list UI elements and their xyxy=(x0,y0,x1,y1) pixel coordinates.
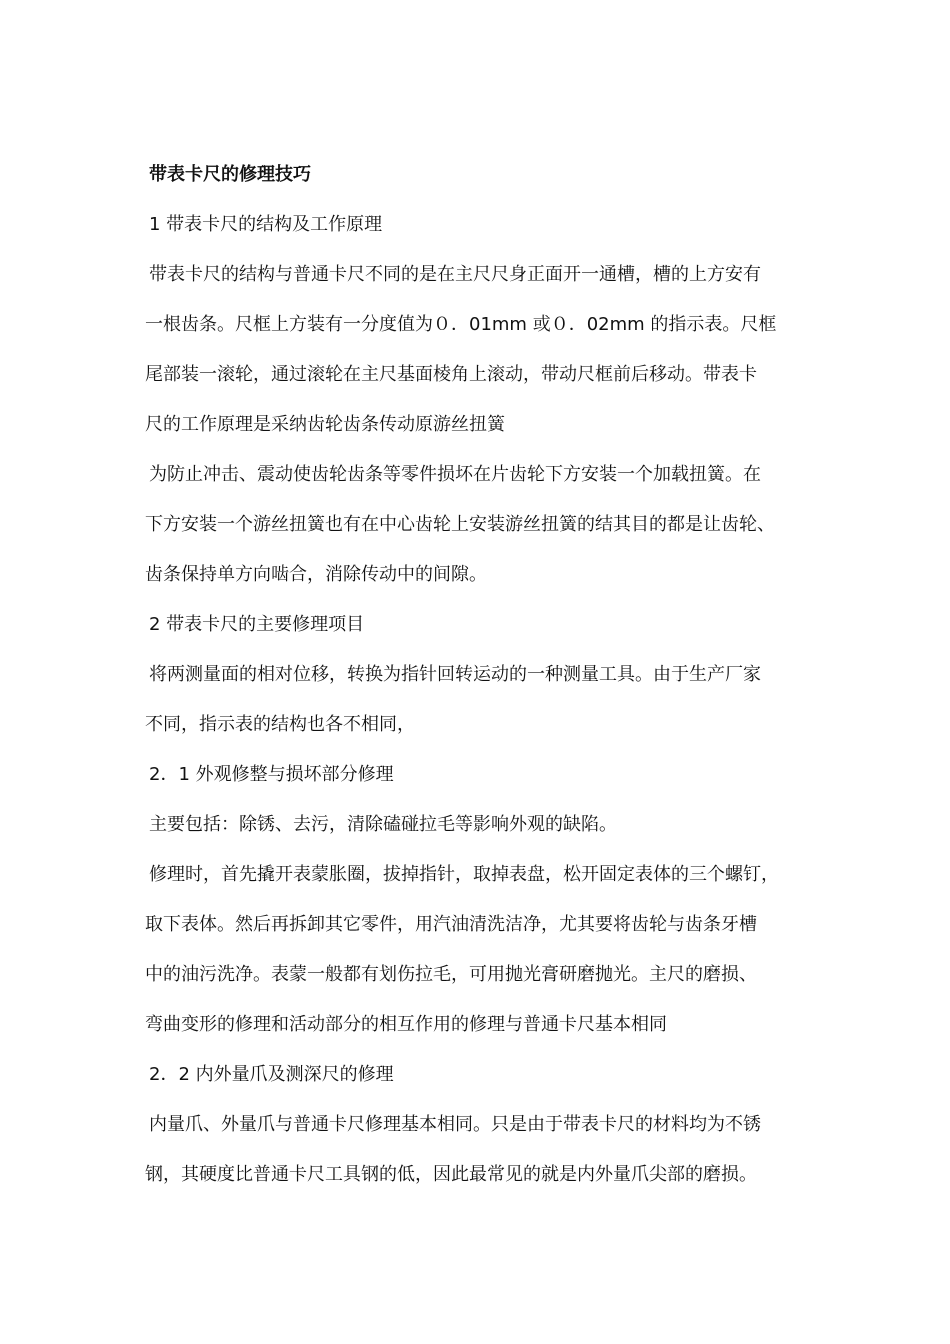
paragraph-line: 为防止冲击、震动使齿轮齿条等零件损坏在片齿轮下方安装一个加载扭簧。在 xyxy=(149,464,761,485)
paragraph-line: 修理时，首先撬开表蒙胀圈，拔掉指针，取掉表盘，松开固定表体的三个螺钉， xyxy=(149,864,779,885)
section-heading-2-1: 2．1 外观修整与损坏部分修理 xyxy=(149,764,394,785)
paragraph-line: 将两测量面的相对位移，转换为指针回转运动的一种测量工具。由于生产厂家 xyxy=(149,664,761,685)
paragraph-line: 尾部装一滚轮，通过滚轮在主尺基面棱角上滚动，带动尺框前后移动。带表卡 xyxy=(145,364,757,385)
document-title: 带表卡尺的修理技巧 xyxy=(149,164,311,185)
paragraph-line: 下方安装一个游丝扭簧也有在中心齿轮上安装游丝扭簧的结其目的都是让齿轮、 xyxy=(145,514,775,535)
section-heading-2-2: 2．2 内外量爪及测深尺的修理 xyxy=(149,1064,394,1085)
paragraph-line: 齿条保持单方向啮合，消除传动中的间隙。 xyxy=(145,564,487,585)
paragraph-line: 一根齿条。尺框上方装有一分度值为０．01mm 或０．02mm 的指示表。尺框 xyxy=(145,314,777,335)
paragraph-line: 主要包括：除锈、去污，清除磕碰拉毛等影响外观的缺陷。 xyxy=(149,814,617,835)
paragraph-line: 内量爪、外量爪与普通卡尺修理基本相同。只是由于带表卡尺的材料均为不锈 xyxy=(149,1114,761,1135)
document-body xyxy=(145,157,815,1207)
paragraph-line: 钢，其硬度比普通卡尺工具钢的低，因此最常见的就是内外量爪尖部的磨损。 xyxy=(145,1164,757,1185)
paragraph-line: 不同，指示表的结构也各不相同， xyxy=(145,714,415,735)
paragraph-line: 中的油污洗净。表蒙一般都有划伤拉毛，可用抛光膏研磨抛光。主尺的磨损、 xyxy=(145,964,757,985)
paragraph-line: 尺的工作原理是采纳齿轮齿条传动原游丝扭簧 xyxy=(145,414,505,435)
section-heading-2: 2 带表卡尺的主要修理项目 xyxy=(149,614,365,635)
paragraph-line: 取下表体。然后再拆卸其它零件，用汽油清洗洁净，尤其要将齿轮与齿条牙槽 xyxy=(145,914,757,935)
paragraph-line: 带表卡尺的结构与普通卡尺不同的是在主尺尺身正面开一通槽，槽的上方安有 xyxy=(149,264,761,285)
paragraph-line: 弯曲变形的修理和活动部分的相互作用的修理与普通卡尺基本相同 xyxy=(145,1014,667,1035)
section-heading-1: 1 带表卡尺的结构及工作原理 xyxy=(149,214,383,235)
